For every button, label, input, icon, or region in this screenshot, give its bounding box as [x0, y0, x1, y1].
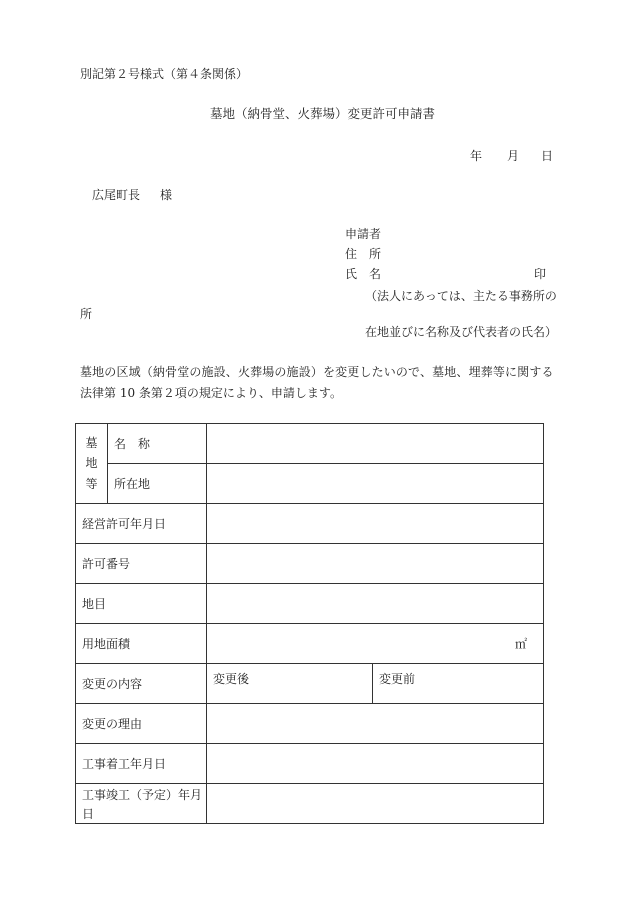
- name-label: 名 称: [108, 424, 207, 464]
- table-row-change-reason: [76, 704, 544, 744]
- document-title: 墓地（納骨堂、火葬場）変更許可申請書: [210, 106, 436, 121]
- corporation-note-line2: 在地並びに名称及び代表者の氏名）: [365, 325, 558, 339]
- table-row-construction-start: [76, 744, 544, 784]
- corporation-note-wrap: 所: [80, 307, 93, 321]
- table-row-permit-number: [76, 544, 544, 584]
- after-change-label: 変更後: [213, 672, 250, 686]
- construction-start-label: 工事着工年月日: [76, 744, 207, 784]
- land-category-label: 地目: [76, 584, 207, 624]
- construction-end-field[interactable]: [207, 784, 544, 824]
- addressee: 広尾町長: [92, 188, 141, 202]
- change-reason-field[interactable]: [207, 704, 544, 744]
- land-category-field[interactable]: [207, 584, 544, 624]
- seal-label: 印: [534, 267, 547, 281]
- date-year-label: 年: [470, 149, 483, 163]
- before-change-field[interactable]: [373, 664, 544, 704]
- after-change-field[interactable]: [207, 664, 373, 704]
- permit-number-label: 許可番号: [76, 544, 207, 584]
- location-field[interactable]: [207, 464, 544, 504]
- change-reason-label: 変更の理由: [76, 704, 207, 744]
- area-unit: ㎡: [514, 637, 527, 651]
- permit-number-field[interactable]: [207, 544, 544, 584]
- location-label: 所在地: [108, 464, 207, 504]
- corporation-note-line1: （法人にあっては、主たる事務所の: [365, 289, 557, 303]
- date-day-label: 日: [541, 149, 554, 163]
- form-number-label: 別記第２号様式（第４条関係）: [80, 67, 249, 81]
- applicant-address-label: 住 所: [345, 247, 382, 261]
- name-field[interactable]: [207, 424, 544, 464]
- cemetery-group-label: [76, 424, 108, 504]
- before-change-label: 変更前: [379, 672, 416, 686]
- table-row-construction-end: [76, 784, 544, 824]
- body-text-line1: 墓地の区域（納骨堂の施設、火葬場の施設）を変更したいので、墓地、埋葬等に関する: [80, 365, 554, 379]
- table-row-land-area: [76, 624, 544, 664]
- table-row-permit-date: [76, 504, 544, 544]
- table-row-name: [76, 424, 544, 464]
- land-area-label: 用地面積: [76, 624, 207, 664]
- table-row-change-content: [76, 664, 544, 704]
- body-text-line2: 法律第 10 条第２項の規定により、申請します。: [80, 386, 342, 400]
- addressee-honorific: 様: [160, 188, 173, 202]
- application-form-table: [75, 423, 544, 824]
- land-area-field[interactable]: [207, 624, 544, 664]
- construction-end-label: 工事竣工（予定）年月日: [76, 784, 207, 824]
- date-month-label: 月: [507, 149, 520, 163]
- applicant-name-label: 氏 名: [345, 267, 382, 281]
- group-char-3: 等: [85, 476, 98, 491]
- permit-date-label: 経営許可年月日: [76, 504, 207, 544]
- applicant-label: 申請者: [345, 227, 382, 241]
- table-row-location: [76, 464, 544, 504]
- change-content-label: 変更の内容: [76, 664, 207, 704]
- group-char-2: 地: [85, 456, 98, 471]
- construction-start-field[interactable]: [207, 744, 544, 784]
- permit-date-field[interactable]: [207, 504, 544, 544]
- table-row-land-category: [76, 584, 544, 624]
- group-char-1: 墓: [85, 435, 98, 450]
